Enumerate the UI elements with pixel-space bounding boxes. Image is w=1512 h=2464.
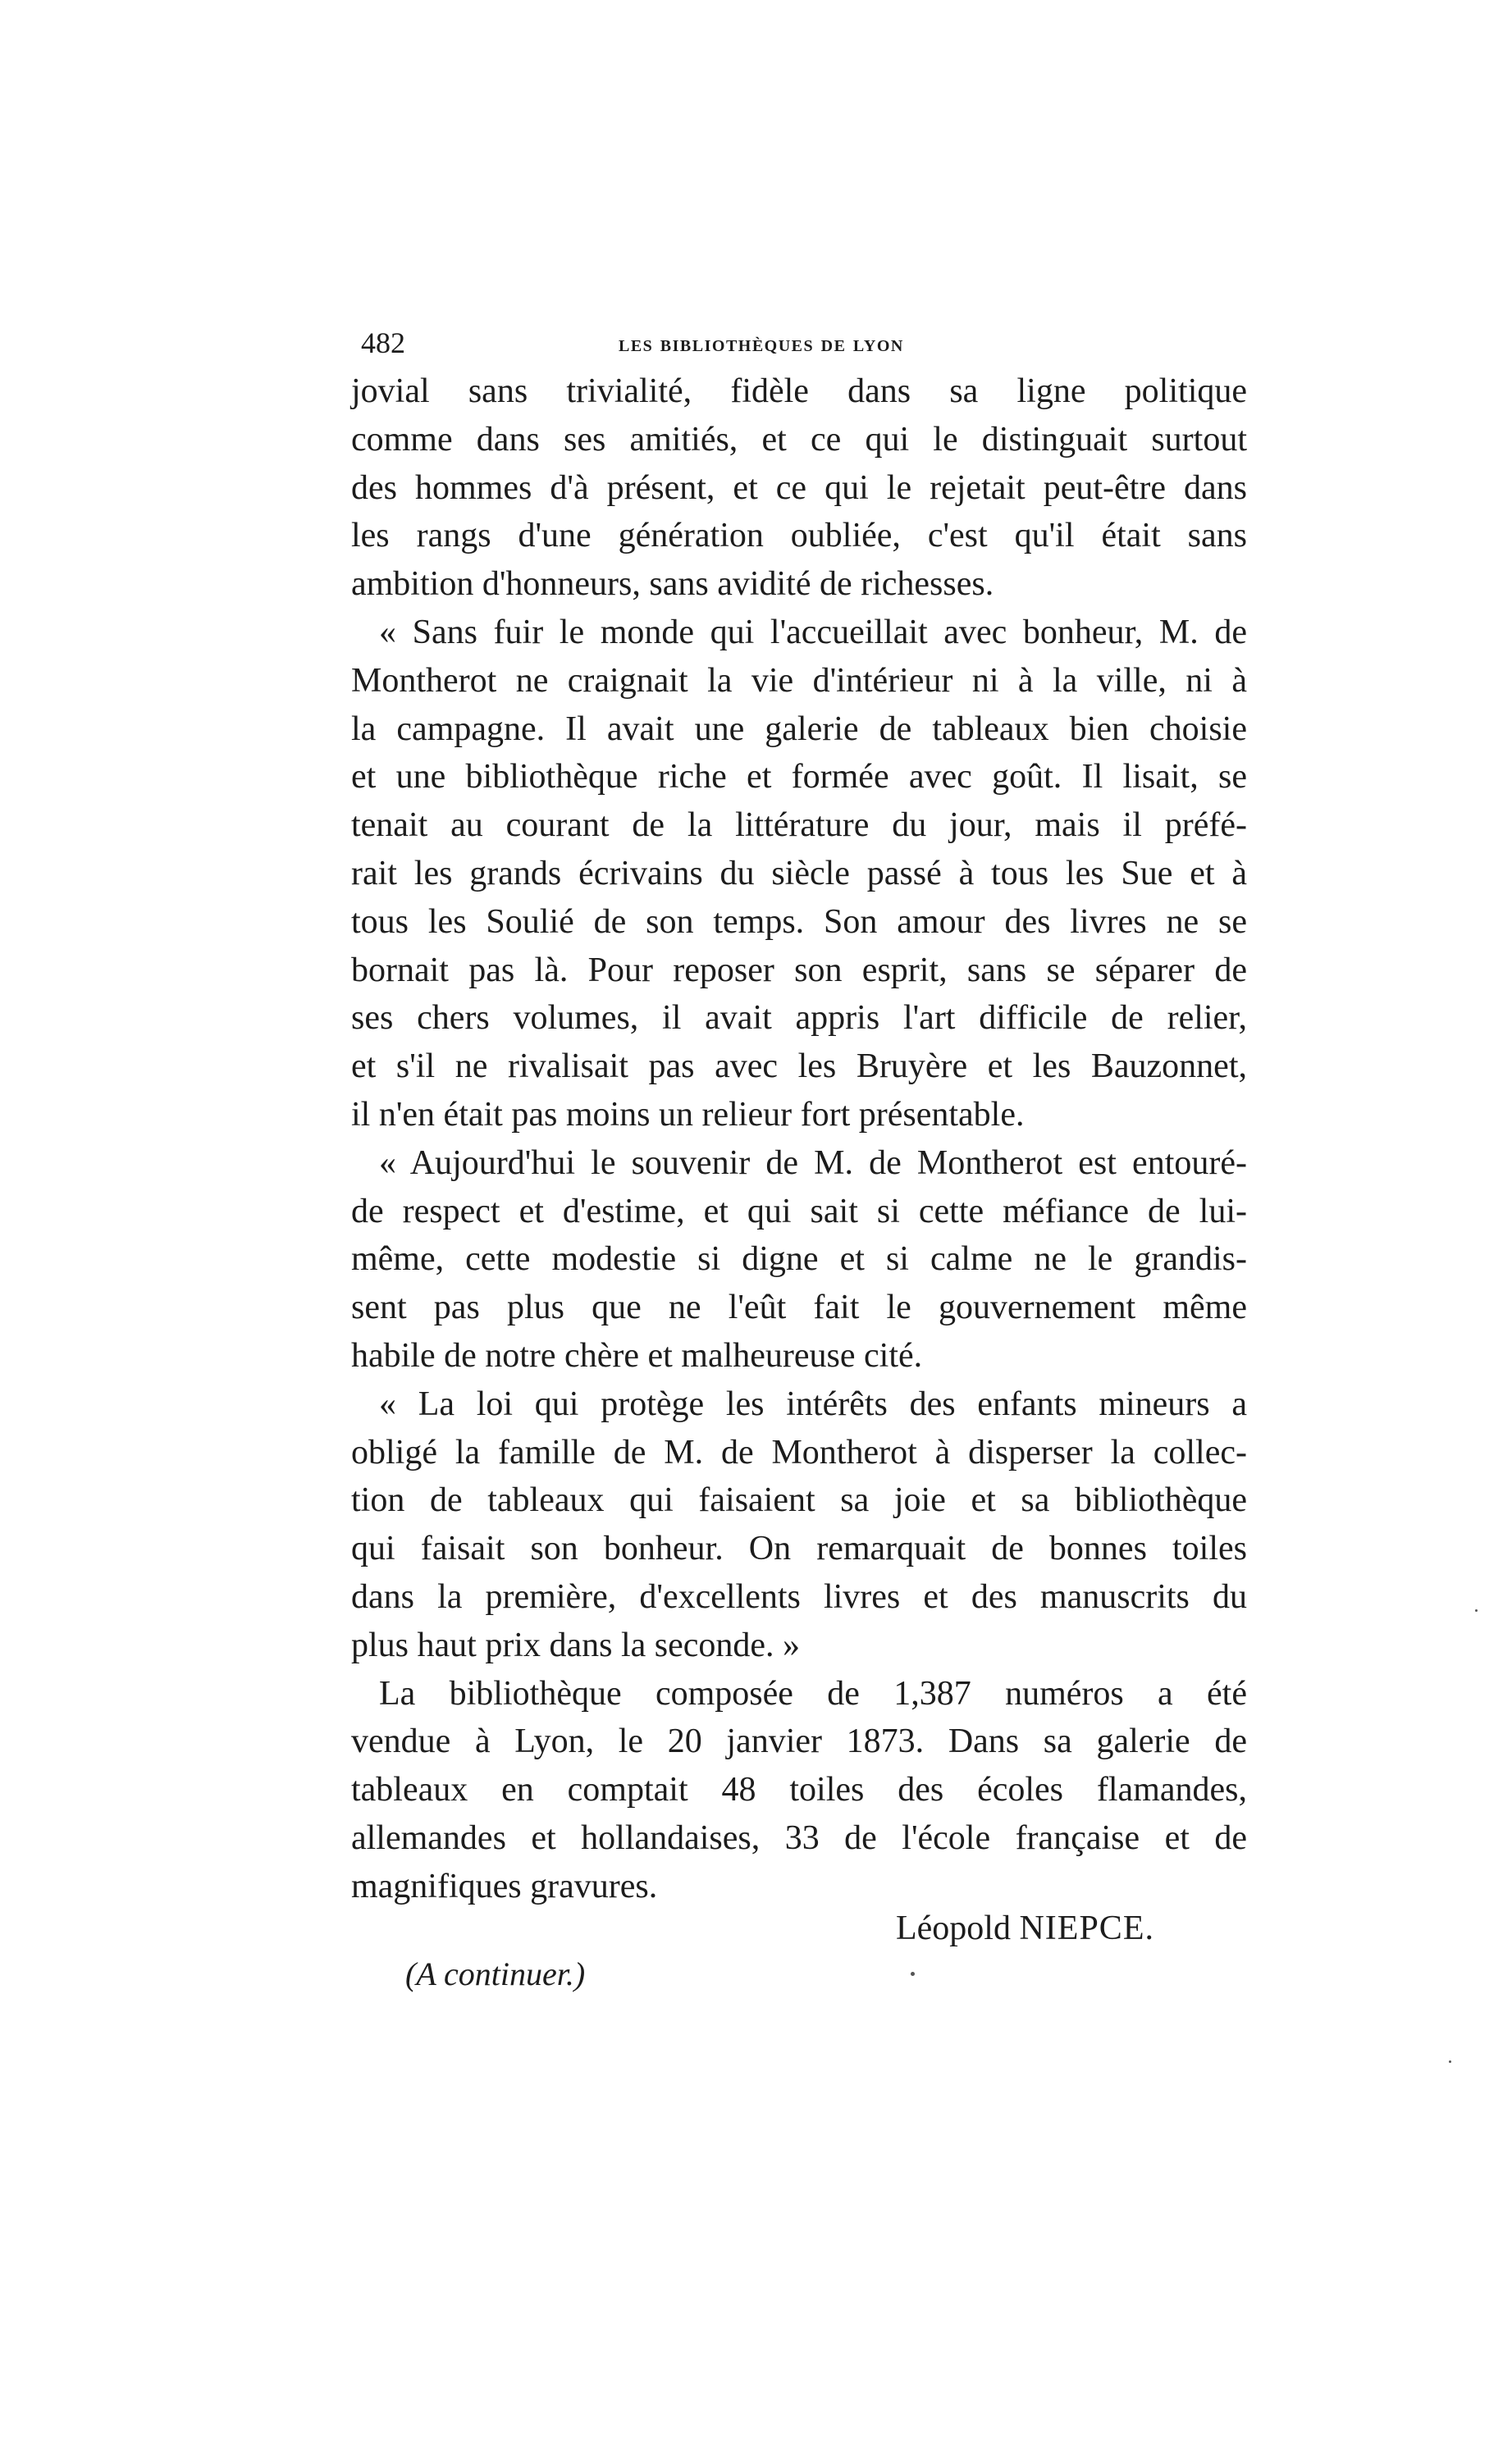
text-line: il n'en était pas moins un relieur fort présentable. <box>351 1095 1025 1134</box>
text-line: qui faisait son bonheur. On remarquait de bonnes toiles <box>351 1530 1247 1568</box>
text-line: tenait au courant de la littérature du jour, mais il préfé- <box>351 806 1247 845</box>
text-line: comme dans ses amitiés, et ce qui le distinguait surtout <box>351 420 1247 459</box>
text-line: tous les Soulié de son temps. Son amour des livres ne se <box>351 902 1247 941</box>
text-line: des hommes d'à présent, et ce qui le rejetait peut-être dans <box>351 468 1247 507</box>
text-line: tableaux en comptait 48 toiles des écoles flamandes, <box>351 1771 1247 1809</box>
text-line: « Aujourd'hui le souvenir de M. de Montherot est entouré- <box>379 1143 1247 1182</box>
text-line: les rangs d'une génération oubliée, c'est qu'il était sans <box>351 517 1247 555</box>
text-line: sent pas plus que ne l'eût fait le gouvernement même <box>351 1289 1247 1327</box>
text-line: bornait pas là. Pour reposer son esprit, sans se séparer de <box>351 951 1247 989</box>
signature <box>896 1905 1154 1952</box>
ink-speck <box>1475 1609 1478 1612</box>
text-line: même, cette modestie si digne et si calme ne le grandis- <box>351 1240 1247 1279</box>
continuation-note: (A continuer.) <box>405 1955 586 1992</box>
text-line: obligé la famille de M. de Montherot à disperser la collec- <box>351 1433 1247 1472</box>
text-line: jovial sans trivialité, fidèle dans sa ligne politique <box>351 372 1247 410</box>
text-line: rait les grands écrivains du siècle passé à tous les Sue et à <box>351 854 1247 892</box>
text-line: la campagne. Il avait une galerie de tableaux bien choisie <box>351 710 1247 748</box>
text-line: La bibliothèque composée de 1,387 numéros a été <box>379 1674 1247 1713</box>
text-line: ambition d'honneurs, sans avidité de richesses. <box>351 565 994 604</box>
text-line: ses chers volumes, il avait appris l'art difficile de relier, <box>351 999 1247 1038</box>
text-line: magnifiques gravures. <box>351 1867 658 1905</box>
text-line: tion de tableaux qui faisaient sa joie et sa bibliothèque <box>351 1481 1247 1520</box>
text-line: de respect et d'estime, et qui sait si cette méfiance de lui- <box>351 1192 1247 1230</box>
signature-last-name: NIEPCE. <box>1019 1910 1154 1947</box>
signature-first-name: Léopold <box>896 1910 1011 1947</box>
text-line: dans la première, d'excellents livres et des manuscrits du <box>351 1577 1247 1616</box>
running-title: les bibliothèques de lyon <box>619 331 904 357</box>
text-line: et s'il ne rivalisait pas avec les Bruyère et les Bauzonnet, <box>351 1047 1247 1086</box>
text-line: « Sans fuir le monde qui l'accueillait avec bonheur, M. de <box>379 613 1247 651</box>
body-text <box>351 367 1247 1911</box>
text-line: plus haut prix dans la seconde. » <box>351 1626 801 1664</box>
text-line: vendue à Lyon, le 20 janvier 1873. Dans sa galerie de <box>351 1723 1247 1761</box>
page-header <box>361 322 1280 367</box>
text-line: et une bibliothèque riche et formée avec goût. Il lisait, se <box>351 758 1247 796</box>
text-line: « La loi qui protège les intérêts des enfants mineurs a <box>379 1385 1247 1423</box>
text-line: habile de notre chère et malheureuse cité. <box>351 1336 923 1375</box>
text-line: allemandes et hollandaises, 33 de l'école française et de <box>351 1818 1247 1857</box>
page-number: 482 <box>361 326 405 359</box>
text-line: Montherot ne craignait la vie d'intérieur ni à la ville, ni à <box>351 661 1247 700</box>
ink-speck <box>911 1972 915 1976</box>
ink-speck <box>1449 2060 1451 2063</box>
